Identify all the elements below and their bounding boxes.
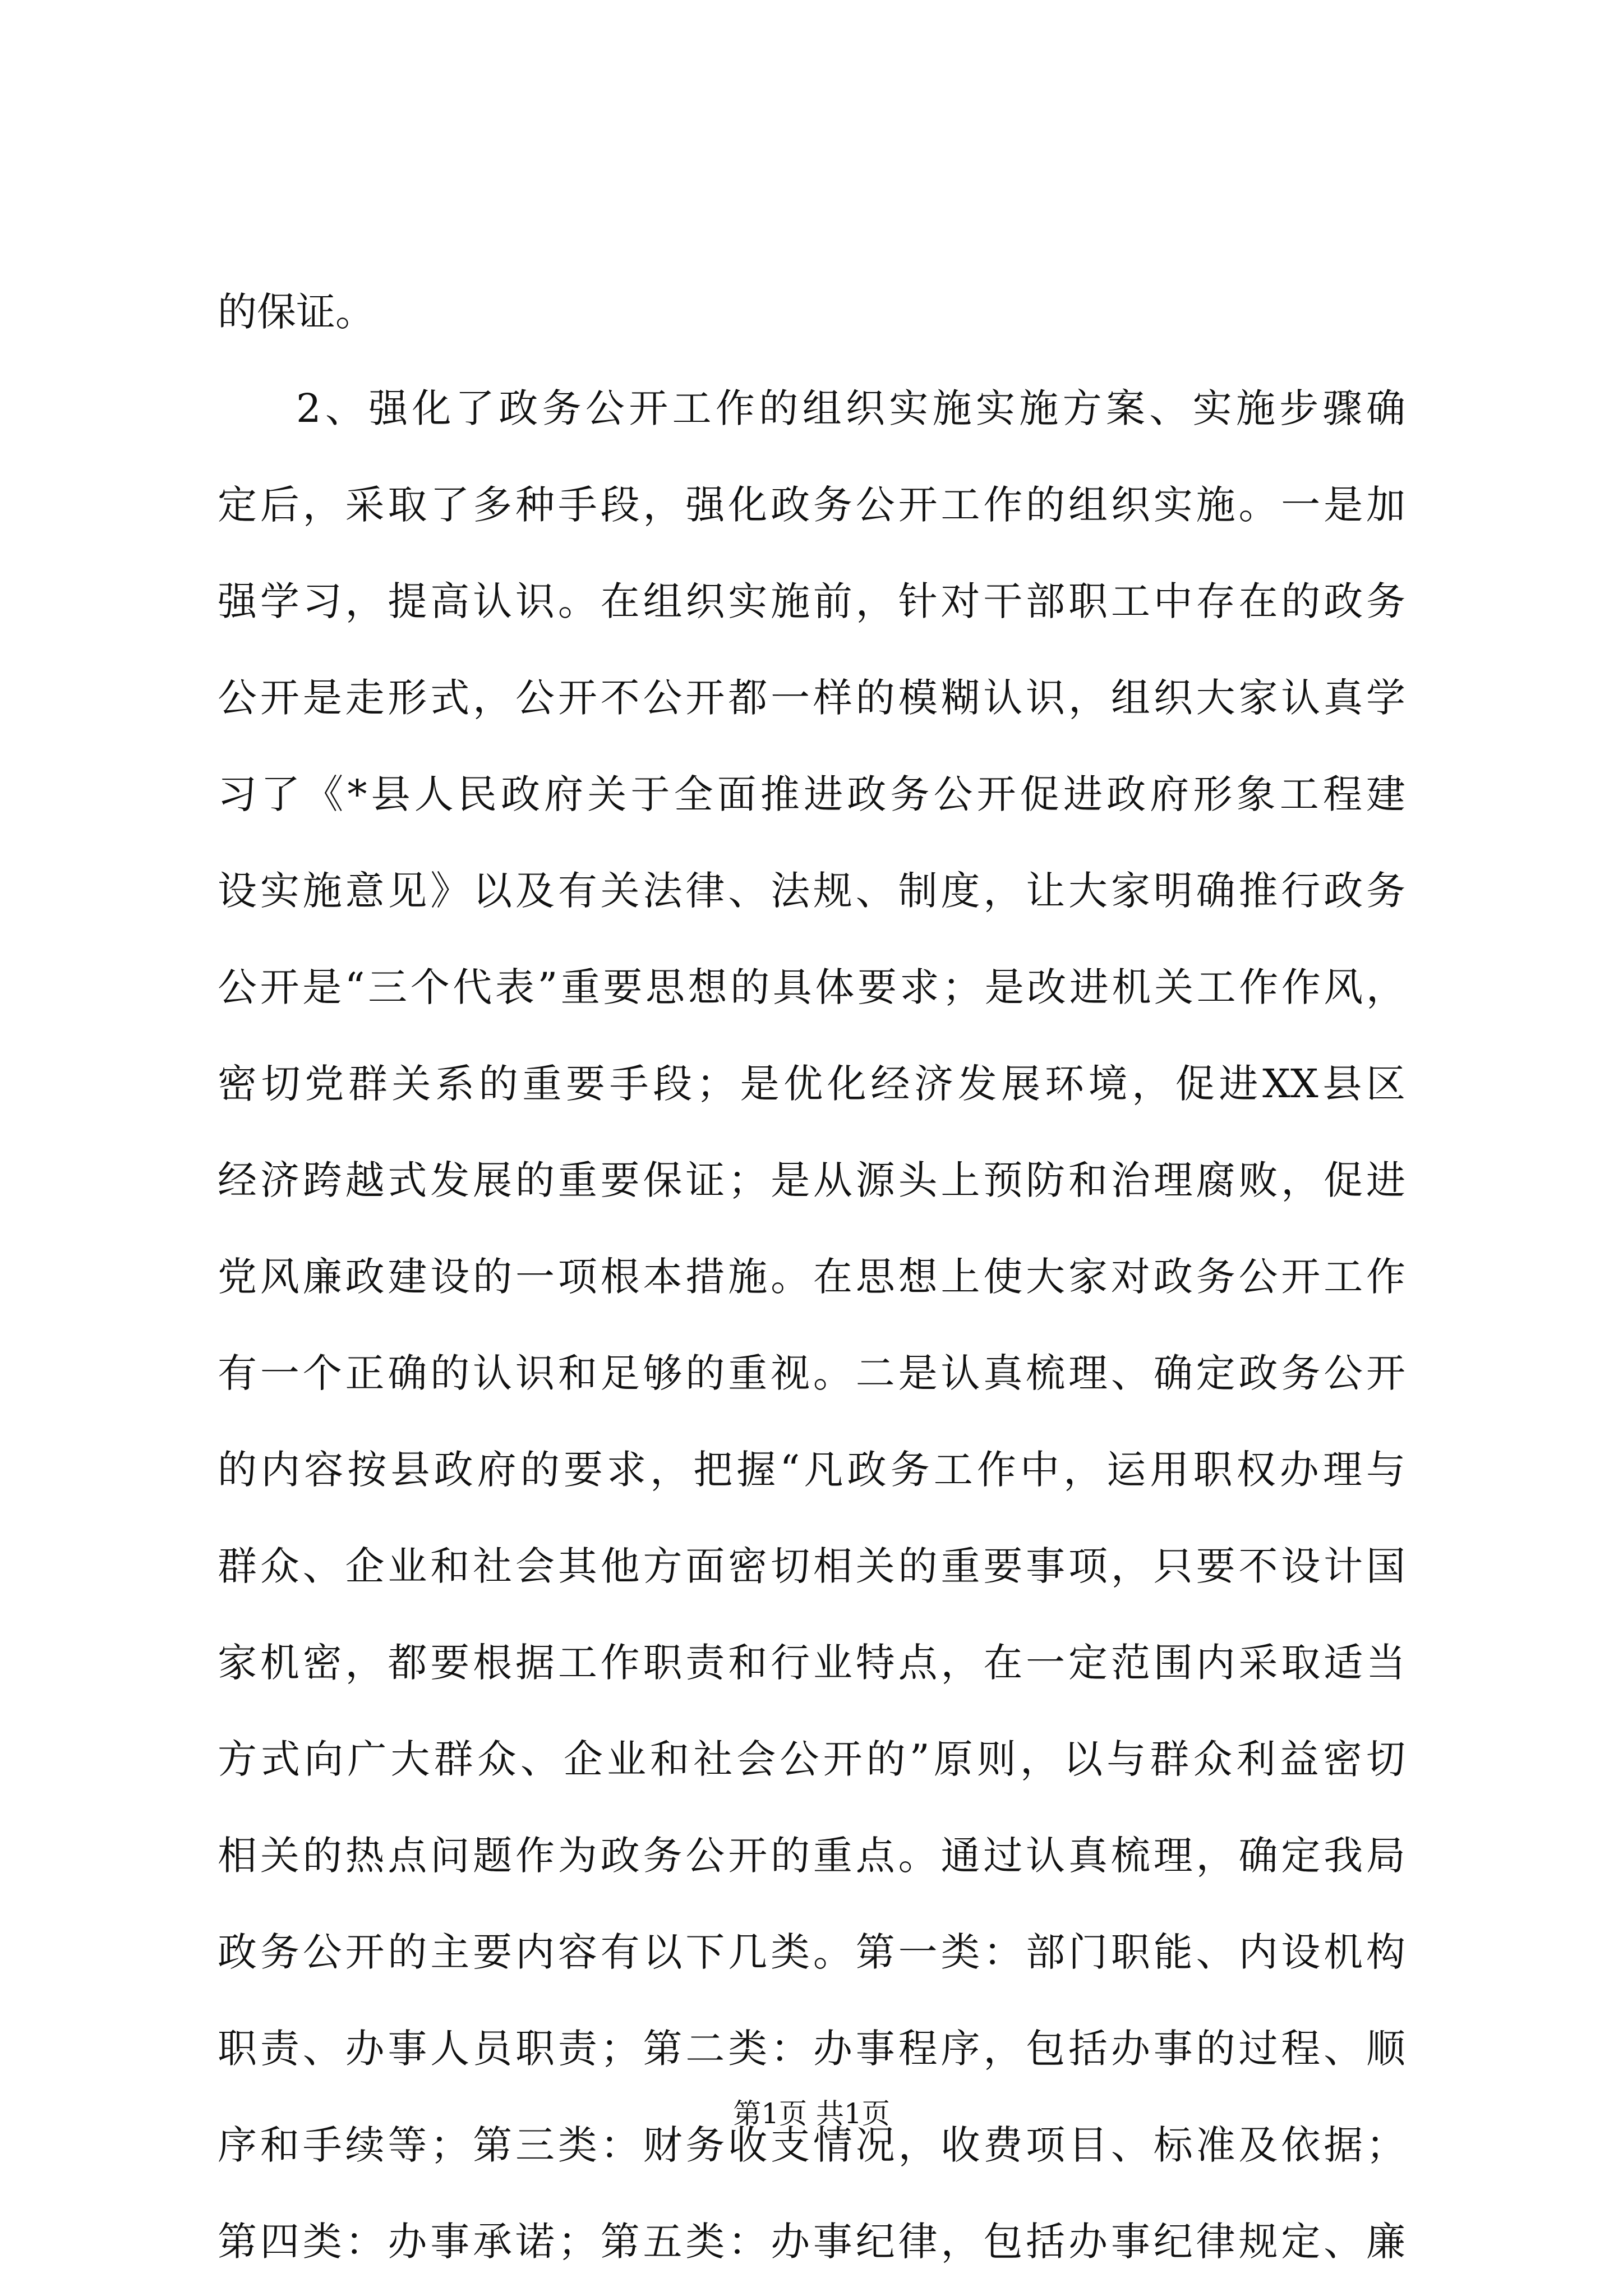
body-text — [218, 264, 1405, 2290]
text-line: 强学习，提高认识。在组织实施前，针对干部职工中存在的政务 — [218, 578, 1405, 624]
text-line: 的内容按县政府的要求，把握“凡政务工作中，运用职权办理与 — [218, 1447, 1405, 1493]
text-line: 有一个正确的认识和足够的重视。二是认真梳理、确定政务公开 — [218, 1350, 1405, 1396]
text-line: 公开是“三个代表”重要思想的具体要求；是改进机关工作作风， — [218, 964, 1405, 1010]
text-line: 相关的热点问题作为政务公开的重点。通过认真梳理，确定我局 — [218, 1833, 1405, 1879]
text-line: 政务公开的主要内容有以下几类。第一类：部门职能、内设机构 — [218, 1929, 1405, 1975]
text-line: 群众、企业和社会其他方面密切相关的重要事项，只要不设计国 — [218, 1543, 1405, 1589]
text-line: 序和手续等；第三类：财务收支情况，收费项目、标准及依据； — [218, 2122, 1405, 2168]
text-line: 公开是走形式，公开不公开都一样的模糊认识，组织大家认真学 — [218, 675, 1405, 721]
text-line: 经济跨越式发展的重要保证；是从源头上预防和治理腐败，促进 — [218, 1157, 1405, 1203]
text-line: 习了《*县人民政府关于全面推进政务公开促进政府形象工程建 — [218, 771, 1405, 817]
text-line: 密切党群关系的重要手段；是优化经济发展环境，促进XX县区 — [218, 1061, 1405, 1107]
text-line: 的保证。 — [218, 289, 375, 335]
text-line: 家机密，都要根据工作职责和行业特点，在一定范围内采取适当 — [218, 1640, 1405, 1686]
text-line: 第四类：办事承诺；第五类：办事纪律，包括办事纪律规定、廉 — [218, 2219, 1405, 2265]
text-line: 设实施意见》以及有关法律、法规、制度，让大家明确推行政务 — [218, 868, 1405, 914]
page-number-footer: 第1页 共1页 — [733, 2097, 890, 2130]
text-line: 党风廉政建设的一项根本措施。在思想上使大家对政务公开工作 — [218, 1254, 1405, 1300]
text-line: 定后，采取了多种手段，强化政务公开工作的组织实施。一是加 — [218, 482, 1405, 528]
text-line: 职责、办事人员职责；第二类：办事程序，包括办事的过程、顺 — [218, 2026, 1405, 2072]
text-line: 方式向广大群众、企业和社会公开的”原则，以与群众利益密切 — [218, 1736, 1405, 1782]
paragraph-first-line: 2、强化了政务公开工作的组织实施实施方案、实施步骤确 — [296, 385, 1405, 431]
